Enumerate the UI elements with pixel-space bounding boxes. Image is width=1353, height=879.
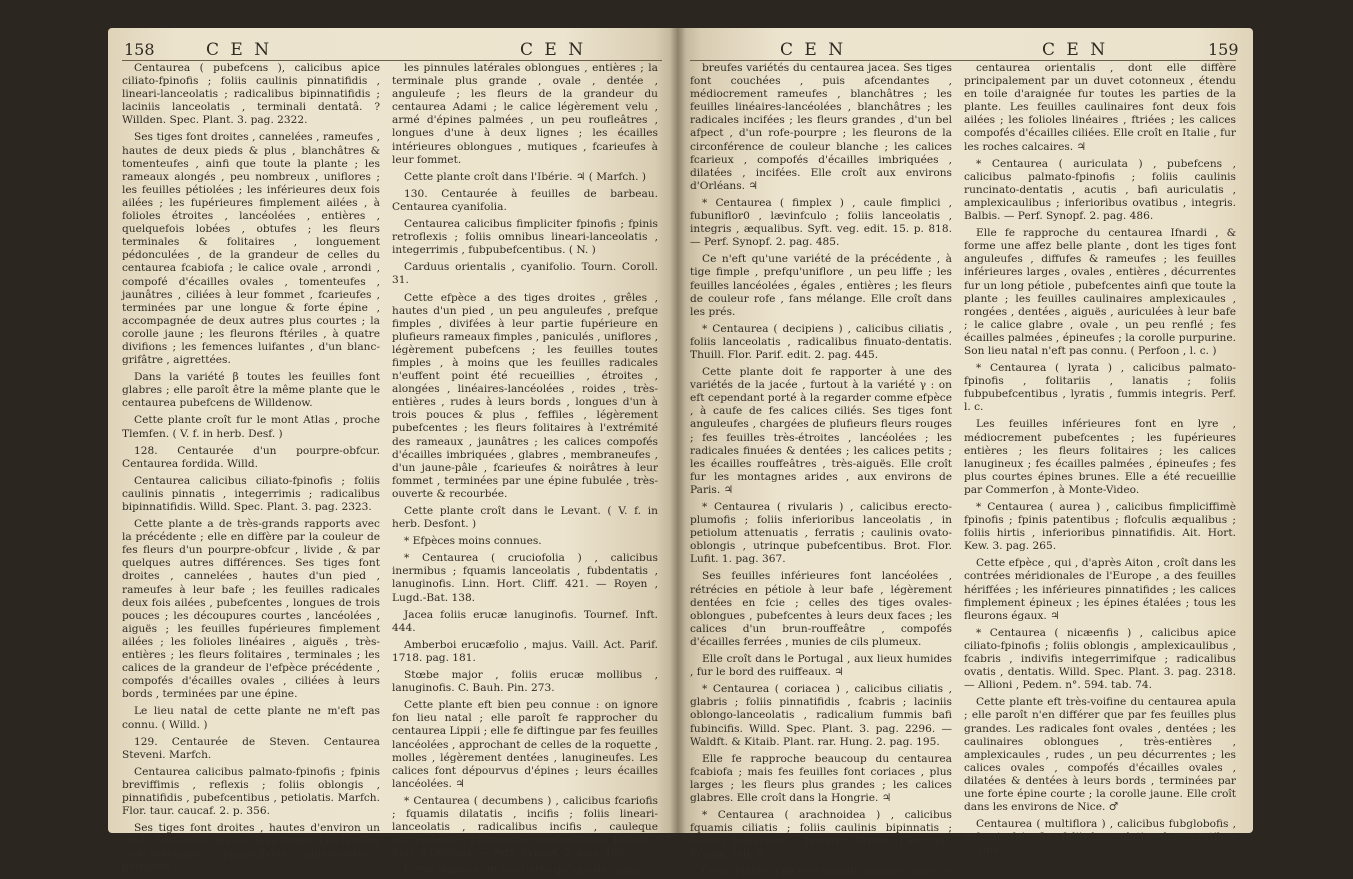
left-page-column-1: [122, 62, 380, 874]
paragraph: Centaurea calicibus ciliato-fpinofis ; foliis caulinis pinnatis , integerrimis ; radicalibus bipinnatifidis. Willd. Spec. Plant. 3. pag. 2323.: [122, 474, 380, 513]
running-head-left-b: C E N: [520, 40, 587, 60]
paragraph: Elle fe rapproche du centaurea Ifnardi , & forme une affez belle plante , dont les tiges font anguleufes , diffufes & rameufes ; les feuilles inférieures larges , ovales , entières , décurrentes fur un long pétiole , pubefcentes ainfi que toute la plante ; les feuilles caulinaires amplexicaules , rongées , dentées , aiguës , auriculées à leur bafe ; le calice glabre , ovale , un peu renflé ; fes écailles palmées , épineufes ; la corolle purpurine. Son lieu natal n'eft pas connu. ( Perfoon , l. c. ): [964, 227, 1236, 357]
paragraph: Centaurea calicibus fimpliciter fpinofis ; fpinis retroflexis ; foliis omnibus lineari-lanceolatis , integerrimis , fubpubefcentibus. ( N. ): [392, 218, 658, 257]
paragraph: * Centaurea ( decumbens ) , calicibus fcariofis ; fquamis dilatatis , incifis ; foliis lineari-lanceolatis , radicalibus incifis , cauleque adfcendente , fubramofo canefcentibus. Dubois , Flor. d'Orléans. — Perf. Synopf. 2. pag. 485.: [392, 794, 658, 860]
paragraph: centaurea orientalis , dont elle diffère principalement par un duvet cotonneux , étendu en toile d'araignée fur toutes les parties de la plante. Les feuilles caulinaires font deux fois ailées ; les folioles linéaires , ftriées ; les calices compofés d'écailles ciliées. Elle croît en Italie , fur les roches calcaires. ♃: [964, 62, 1236, 153]
paragraph: Jacea foliis erucæ lanuginofis. Tournef. Inft. 444.: [392, 608, 658, 634]
paragraph: * Centaurea ( cruciofolia ) , calicibus inermibus ; fquamis lanceolatis , fubdentatis , lanuginofis. Linn. Hort. Cliff. 421. — Royen , Lugd.-Bat. 138.: [392, 552, 658, 604]
paragraph: Amberboi erucæfolio , majus. Vaill. Act. Parif. 1718. pag. 181.: [392, 638, 658, 664]
paragraph: * Centaurea ( aurea ) , calicibus fimpliciffimè fpinofis ; fpinis patentibus ; flofculis æqualibus ; foliis hirtis , inferioribus pinnatifidis. Ait. Hort. Kew. 3. pag. 265.: [964, 501, 1236, 553]
running-head-right-a: C E N: [780, 40, 847, 60]
paragraph: Cette plante doit fe rapporter à une des variétés de la jacée , furtout à la variété γ : on eft cependant porté à la regarder comme efpèce , à caufe de fes calices ciliés. Ses tiges font anguleufes , chargées de plufieurs fleurs rouges ; fes feuilles très-étroites , lancéolées ; les radicales finuées & dentées ; les calices petits ; les écailles rouffeâtres , très-aiguës. Elle croît fur les montagnes arides , aux environs de Paris. ♃: [690, 366, 952, 496]
book-gutter: [670, 28, 686, 833]
paragraph: Cette plante eft bien peu connue : on ignore fon lieu natal ; elle paroît fe rapprocher du centaurea Lippii ; elle fe diftingue par fes feuilles lancéolées , approchant de celles de la roquette , molles , légèrement dentées , lanugineufes. Les calices font dépourvus d'épines ; leurs écailles lancéolées. ♃: [392, 699, 658, 790]
paragraph: Ses feuilles inférieures font lancéolées , rétrécies en pétiole à leur bafe , légèrement dentées en fcie ; celles des tiges ovales-oblongues , pubefcentes à leurs deux faces ; les calices d'un brun-rouffeâtre , compofés d'écailles ferrées , munies de cils plumeux.: [690, 570, 952, 648]
paragraph: Le lieu natal de cette plante ne m'eft pas connu. ( Willd. ): [122, 705, 380, 731]
paragraph: * Centaurea ( decipiens ) , calicibus ciliatis , foliis lanceolatis , radicalibus finuato-dentatis. Thuill. Flor. Parif. edit. 2. pag. 445.: [690, 322, 952, 361]
paragraph: Cette plante a de très-grands rapports avec la précédente ; elle en diffère par la couleur de fes fleurs d'un pourpre-obfcur , livide , & par quelques autres différences. Ses tiges font droites , cannelées , hautes d'un pied , rameufes à leur bafe ; les feuilles radicales deux fois ailées , pubefcentes , longues de trois pouces ; les découpures courtes , lancéolées , aiguës ; les feuilles fupérieures fimplement ailées ; les folioles linéaires , aiguës , très-entières ; les fleurs folitaires , terminales ; les calices de la grandeur de l'efpèce précédente , compofés d'écailles ovales , ciliées à leurs bords , terminées par une épine.: [122, 518, 380, 701]
paragraph: 130. Centaurée à feuilles de barbeau. Centaurea cyanifolia.: [392, 187, 658, 213]
running-head-left-a: C E N: [206, 40, 273, 60]
paragraph: Carduus orientalis , cyanifolio. Tourn. Coroll. 31.: [392, 261, 658, 287]
paragraph: * Centaurea ( lyrata ) , calicibus palmato-fpinofis , folitariis , lanatis ; foliis fubpubefcentibus , lyratis , fummis integris. Perf. l. c.: [964, 362, 1236, 414]
paragraph: Elle fe rapproche beaucoup du centaurea fcabiofa ; mais fes feuilles font coriaces , plus larges ; les fleurs plus grandes ; les calices glabres. Elle croît dans la Hongrie. ♃: [690, 752, 952, 804]
paragraph: * Centaurea ( coriacea ) , calicibus ciliatis , glabris ; foliis pinnatifidis , fcabris ; laciniis oblongo-lanceolatis , radicalium fummis bafi fubincifis. Willd. Spec. Plant. 3. pag. 2296. — Waldft. & Kitaib. Plant. rar. Hung. 2. pag. 195.: [690, 683, 952, 748]
paragraph: Dans la variété β toutes les feuilles font glabres ; elle paroît être la même plante que le centaurea pubefcens de Willdenow.: [122, 371, 380, 410]
paragraph: Ce n'eft qu'une variété de la précédente , à tige fimple , prefqu'uniflore , un peu liffe ; les feuilles lancéolées , égales , entières ; les fleurs de couleur rofe , fans mélange. Elle croît dans les prés.: [690, 253, 952, 318]
right-page-column-1: [690, 62, 952, 878]
paragraph: Ses tiges font droites , hautes d'environ un pied , foutenant une ou deux fleurs. Les feuilles font oblongues , pinnatifides , pubefcentes , pétiolées ;: [122, 822, 380, 874]
paragraph: Centaurea ( pubefcens ), calicibus apice ciliato-fpinofis ; foliis caulinis pinnatifidis , lineari-lanceolatis ; radicalibus bipinnatifidis ; laciniis lanceolatis , terminali dentatâ. ? Willden. Spec. Plant. 3. pag. 2322.: [122, 62, 380, 127]
paragraph: Cette efpèce , qui , d'après Aiton , croît dans les contrées méridionales de l'Europe , a des feuilles hériffées ; les inférieures pinnatifides ; les calices fimplement épineux ; les épines étalées ; tous les fleurons égaux. ♃: [964, 557, 1236, 622]
paragraph: * Centaurea ( rivularis ) , calicibus erecto-plumofis ; foliis inferioribus lanceolatis , in petiolum attenuatis , ferratis ; caulinis ovato-oblongis , utrinque pubefcentibus. Brot. Flor. Lufit. 1. pag. 367.: [690, 501, 952, 566]
paragraph: 129. Centaurée de Steven. Centaurea Steveni. Marfch.: [122, 735, 380, 761]
paragraph: les pinnules latérales oblongues , entières ; la terminale plus grande , ovale , dentée , anguleufe ; les fleurs de la grandeur du centaurea Adami ; le calice légèrement velu , armé d'épines palmées , un peu roufleâtres , longues d'une à deux lignes ; les écailles intérieures oblongues , mutiques , fcarieufes à leur fommet.: [392, 62, 658, 166]
paragraph: * Centaurea ( arachnoidea ) , calicibus fquamis ciliatis ; foliis caulinis bipinnatis ; foliolis linearibus , falcatis. Vivian. Flor. ital. Fragm. tab. 8.: [690, 809, 952, 861]
left-page-column-2: [392, 62, 658, 877]
paragraph: * Efpèces moins connues.: [404, 535, 542, 548]
paragraph: breufes variétés du centaurea jacea. Ses tiges font couchées , puis afcendantes , médiocrement rameufes , blanchâtres ; les feuilles linéaires-lancéolées , blanchâtres ; les radicales incifées ; les fleurs grandes , d'un bel afpect , d'un rofe-pourpre ; les fleurons de la circonférence de couleur blanche ; les calices fcarieux , compofés d'écailles imbriquées , dilatées , incifées. Elle croît aux environs d'Orléans. ♃: [690, 62, 952, 192]
paragraph: Cette plante croît dans le Levant. ( V. f. in herb. Desfont. ): [392, 505, 658, 531]
paragraph: Cette plante n'eft peut-être qu'une des nom-: [404, 864, 643, 877]
paragraph: Centaurea calicibus palmato-fpinofis ; fpinis breviffimis , reflexis ; foliis oblongis , pinnatifidis , pubefcentibus , petiolatis. Marfch. Flor. taur. caucaf. 2. p. 356.: [122, 765, 380, 818]
paragraph: 128. Centaurée d'un pourpre-obfcur. Centaurea fordida. Willd.: [122, 444, 380, 470]
paragraph: Cette plante croît dans l'Ibérie. ♃ ( Marfch. ): [404, 170, 646, 183]
right-page-column-2: [964, 62, 1236, 857]
paragraph: Cette efpèce a des tiges droites , grêles , hautes d'un pied , un peu anguleufes , prefque fimples , divifées à leur partie fupérieure en plufieurs rameaux fimples , paniculés , uniflores , légèrement pubefcens ; les feuilles toutes fimples , à moins que les feuilles radicales n'euffent point été recueillies , étroites , alongées , linéaires-lancéolées , roides , très-entières , rudes à leurs bords , longues d'un à trois pouces & plus , feffiles , légèrement pubefcentes ; les fleurs folitaires à l'extrémité des rameaux , jaunâtres ; les calices compofés d'écailles imbriquées , glabres , membraneufes , d'un jaune-pâle , fcarieufes & noirâtres à leur fommet , terminées par une épine fubulée , très-ouverte & recourbée.: [392, 291, 658, 500]
paragraph: Elle croît dans le Portugal , aux lieux humides , fur le bord des ruiffeaux. ♃: [690, 653, 952, 679]
paragraph: Ses tiges font droites , cannelées , rameufes , hautes de deux pieds & plus , blanchâtres & tomenteufes , ainfi que toute la plante ; les rameaux alongés , peu nombreux , uniflores ; les feuilles pétiolées ; les inférieures deux fois ailées ; les fupérieures fimplement ailées , à folioles étroites , lancéolées , entières , quelquefois lobées , obtufes ; les fleurs terminales & folitaires , longuement pédonculées , de la grandeur de celles du centaurea fcabiofa ; le calice ovale , arrondi , compofé d'écailles ovales , tomenteufes , jaunâtres , ciliées à leur fommet , fcarieufes , terminées par une longue & forte épine , accompagnée de deux autres plus courtes ; la corolle jaune ; les fleurons ftériles , à quatre divifions ; les femences luifantes , d'un blanc-grifâtre , aigrettées.: [122, 131, 380, 367]
page-number-right: 159: [1208, 40, 1239, 59]
paragraph: Stœbe major , foliis erucæ mollibus , lanuginofis. C. Bauh. Pin. 273.: [392, 669, 658, 695]
header-rule-left: [122, 60, 662, 61]
paragraph: Les feuilles inférieures font en lyre , médiocrement pubefcentes ; les fupérieures entières ; les fleurs folitaires ; les calices lanugineux ; fes écailles palmées , épineufes ; fes plus courtes épines brunes. Elle a été recueillie par Commerfon , à Monte-Video.: [964, 418, 1236, 496]
paragraph: * Centaurea ( auriculata ) , pubefcens , calicibus palmato-fpinofis ; foliis caulinis runcinato-dentatis , acutis , bafi auriculatis , amplexicaulibus ; inferioribus ovatibus , integris. Balbis. — Perf. Synopf. 2. pag. 486.: [964, 157, 1236, 223]
paragraph: * Centaurea ( nicæenfis ) , calicibus apice ciliato-fpinofis ; foliis oblongis , amplexicaulibus , fcabris , indivifis integerrimifque ; radicalibus ovatis , dentatis. Willd. Spec. Plant. 3. pag. 2318. — Allioni , Pedem. n°. 594. tab. 74.: [964, 626, 1236, 692]
header-rule-right: [690, 60, 1236, 61]
paragraph: Cette plante eft très-voifine du centaurea apula ; elle paroît n'en différer que par fes feuilles plus grandes. Les radicales font ovales , dentées ; les caulinaires oblongues , très-entières , amplexicaules , rudes , un peu décurrentes ; les calices ovales , compofés d'écailles ovales , dilatées & dentées à leurs bords , terminées par une forte épine courte ; la corolle jaune. Elle croît dans les environs de Nice. ♂: [964, 696, 1236, 814]
running-head-right-b: C E N: [1042, 40, 1109, 60]
page-number-left: 158: [124, 40, 155, 59]
paragraph: Cette plante croît fur le mont Atlas , proche Tlemfen. ( V. f. in herb. Desf. ): [122, 414, 380, 440]
paragraph: Centaurea ( multiflora ) , calicibus fubglobofis , palmato-fpinofis ; foliis lanceolatis , decurrentibus ; caule: [964, 818, 1236, 857]
paragraph: Cette plante a de très-grands rapports avec le: [702, 865, 950, 878]
paragraph: * Centaurea ( fimplex ) , caule fimplici , fubuniflor0 , lævinfculo ; foliis lanceolatis , integris , æqualibus. Syft. veg. edit. 15. p. 818. — Perf. Synopf. 2. pag. 485.: [690, 196, 952, 249]
